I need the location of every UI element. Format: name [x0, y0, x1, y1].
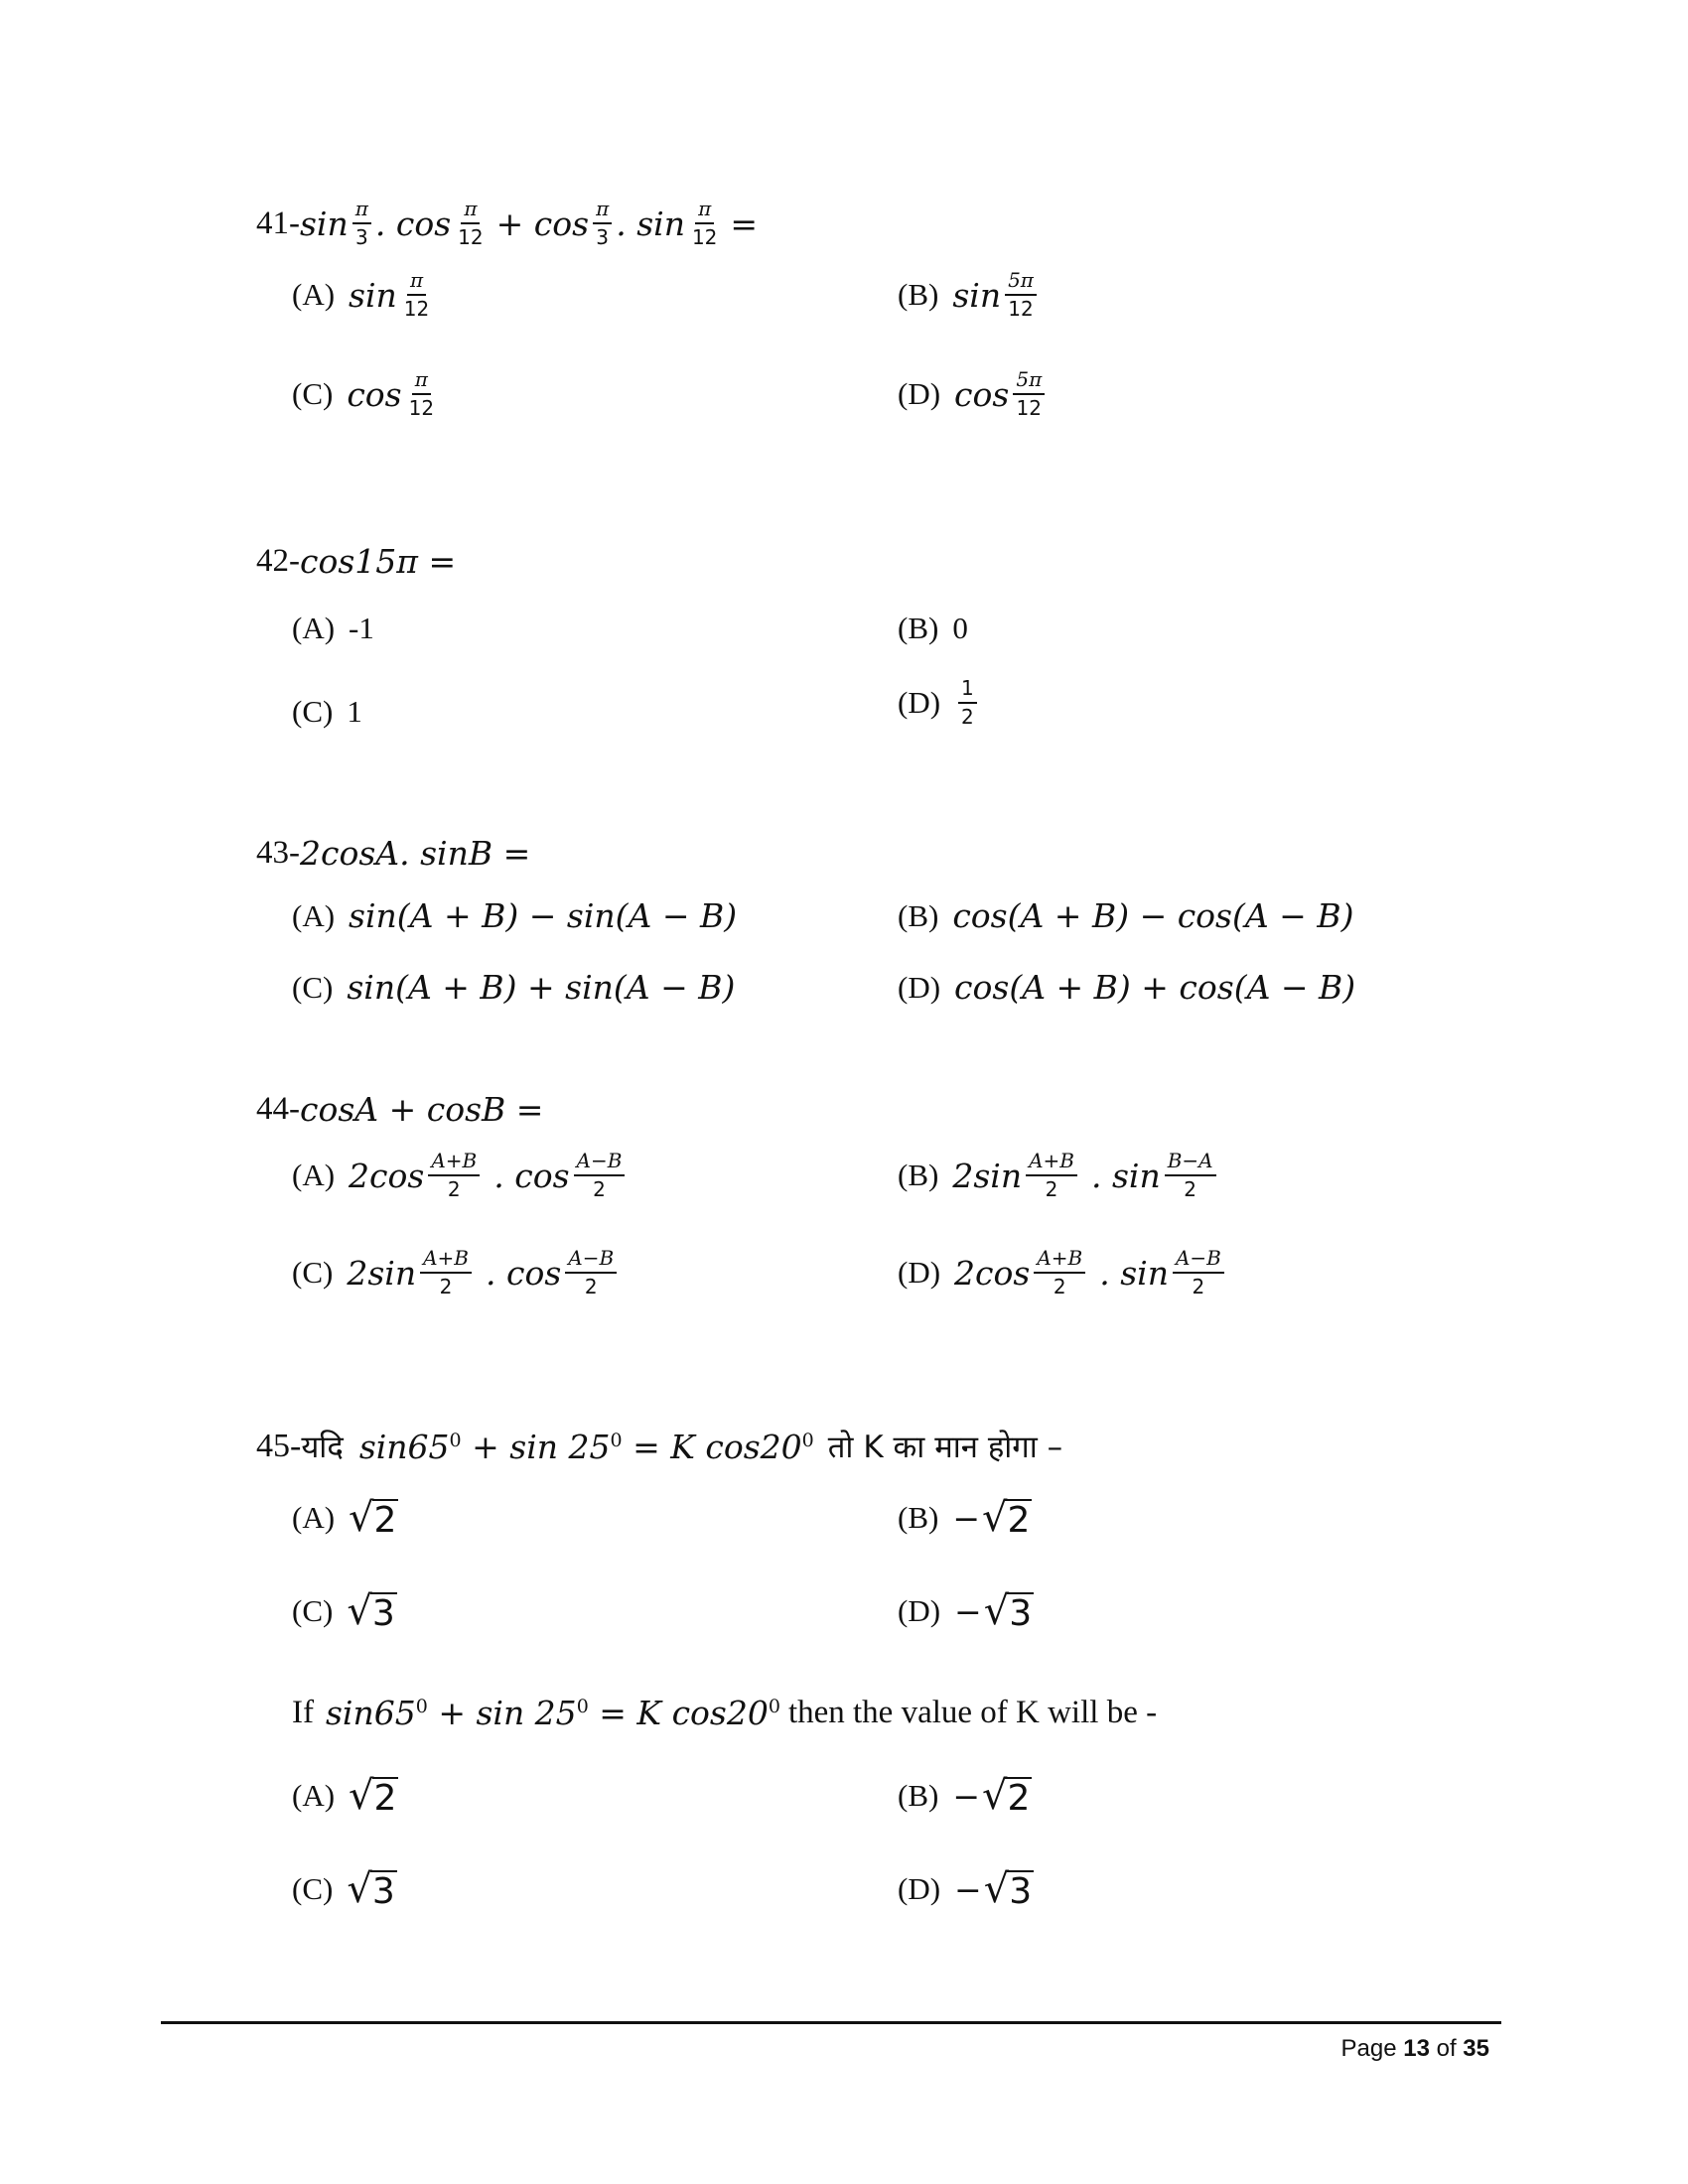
- question-44: [256, 1090, 1497, 1298]
- question-41: [256, 197, 1497, 420]
- footer-divider: [161, 2021, 1501, 2024]
- math-term: =: [730, 204, 759, 243]
- option-b: (B) − √ 2: [898, 1773, 1031, 1820]
- math-expression: cos15π =: [300, 542, 457, 581]
- square-root: √ 2: [981, 1773, 1031, 1820]
- question-number: 42-: [256, 543, 300, 579]
- option-b: (B) sin $\frac{5\pi}{12}$: [898, 270, 1041, 320]
- question-number: 43-: [256, 835, 300, 871]
- math-expression: cosA + cosB =: [300, 1090, 544, 1129]
- question-number: 45-: [256, 1428, 302, 1464]
- square-root: √ 2: [349, 1495, 397, 1542]
- square-root: √ 3: [347, 1588, 395, 1635]
- option-a: (A) -1: [292, 611, 374, 645]
- option-a: (A) √ 2: [292, 1773, 397, 1820]
- question-45: [256, 1426, 1497, 1913]
- option-a: (A) 2cos $\frac{A+B}{2}$ . cos $\frac{A-B}{2}$: [292, 1151, 629, 1200]
- option-d: (D) − √ 3: [898, 1588, 1033, 1635]
- option-c: (C) 1: [292, 694, 362, 729]
- option-b: (B) 2sin $\frac{A+B}{2}$ . sin $\frac{B-A}{2}$: [898, 1151, 1220, 1200]
- option-b: (B) − √ 2: [898, 1495, 1031, 1542]
- option-c: (C) √ 3: [292, 1866, 395, 1913]
- math-expression: 2cosA. sinB =: [300, 834, 531, 873]
- fraction: $\frac{\pi}{3}$: [352, 199, 371, 248]
- option-a: (A) sin(A + B) − sin(A − B): [292, 896, 738, 935]
- option-b: (B) 0: [898, 611, 968, 645]
- option-d: (D) $\frac{1}{2}$: [898, 678, 981, 728]
- option-d: (D) − √ 3: [898, 1866, 1033, 1913]
- fraction: $\frac{\pi}{3}$: [593, 199, 612, 248]
- square-root: √ 2: [981, 1495, 1031, 1542]
- question-stem: [256, 199, 1497, 248]
- page-number: Page 13 of 35: [1340, 2035, 1489, 2062]
- question-stem: [256, 1090, 1497, 1129]
- square-root: √ 2: [349, 1773, 397, 1820]
- option-c: (C) 2sin $\frac{A+B}{2}$ . cos $\frac{A-B}{2}$: [292, 1248, 621, 1297]
- question-number: 41-: [256, 205, 300, 241]
- square-root: √ 3: [983, 1866, 1033, 1913]
- option-d: (D) cos(A + B) + cos(A − B): [898, 968, 1356, 1007]
- question-43: [256, 834, 1497, 1007]
- fraction: $\frac{\pi}{12}$: [691, 197, 718, 249]
- option-c: (C) √ 3: [292, 1588, 395, 1635]
- option-b: (B) cos(A + B) − cos(A − B): [898, 896, 1354, 935]
- math-term: . sin: [616, 204, 685, 243]
- fraction: $\frac{\pi}{12}$: [458, 197, 484, 249]
- math-term: sin: [300, 204, 349, 243]
- math-term: + cos: [495, 204, 590, 243]
- question-stem: [256, 834, 1497, 873]
- square-root: √ 3: [347, 1866, 395, 1913]
- math-term: . cos: [374, 204, 452, 243]
- option-a: (A) √ 2: [292, 1495, 397, 1542]
- question-stem-english: If $\sin 65^0 + \sin 25^0 = K$ $\cos 20^0$ then the value of K will be -: [292, 1694, 1158, 1732]
- option-c: (C) cos $\frac{\pi}{12}$: [292, 367, 435, 420]
- option-a: (A) sin $\frac{\pi}{12}$: [292, 268, 430, 321]
- question-42: [256, 542, 1497, 729]
- question-number: 44-: [256, 1091, 300, 1127]
- option-d: (D) cos $\frac{5\pi}{12}$: [898, 369, 1049, 419]
- option-d: (D) 2cos $\frac{A+B}{2}$ . sin $\frac{A-B}{2}$: [898, 1248, 1228, 1297]
- question-stem: [256, 542, 1497, 581]
- option-c: (C) sin(A + B) + sin(A − B): [292, 968, 736, 1007]
- question-stem-hindi: 45- यदि $\sin 65^0 + \sin 25^0 = K$ $\cos 20^0$ तो K का मान होगा –: [256, 1427, 1063, 1466]
- square-root: √ 3: [983, 1588, 1033, 1635]
